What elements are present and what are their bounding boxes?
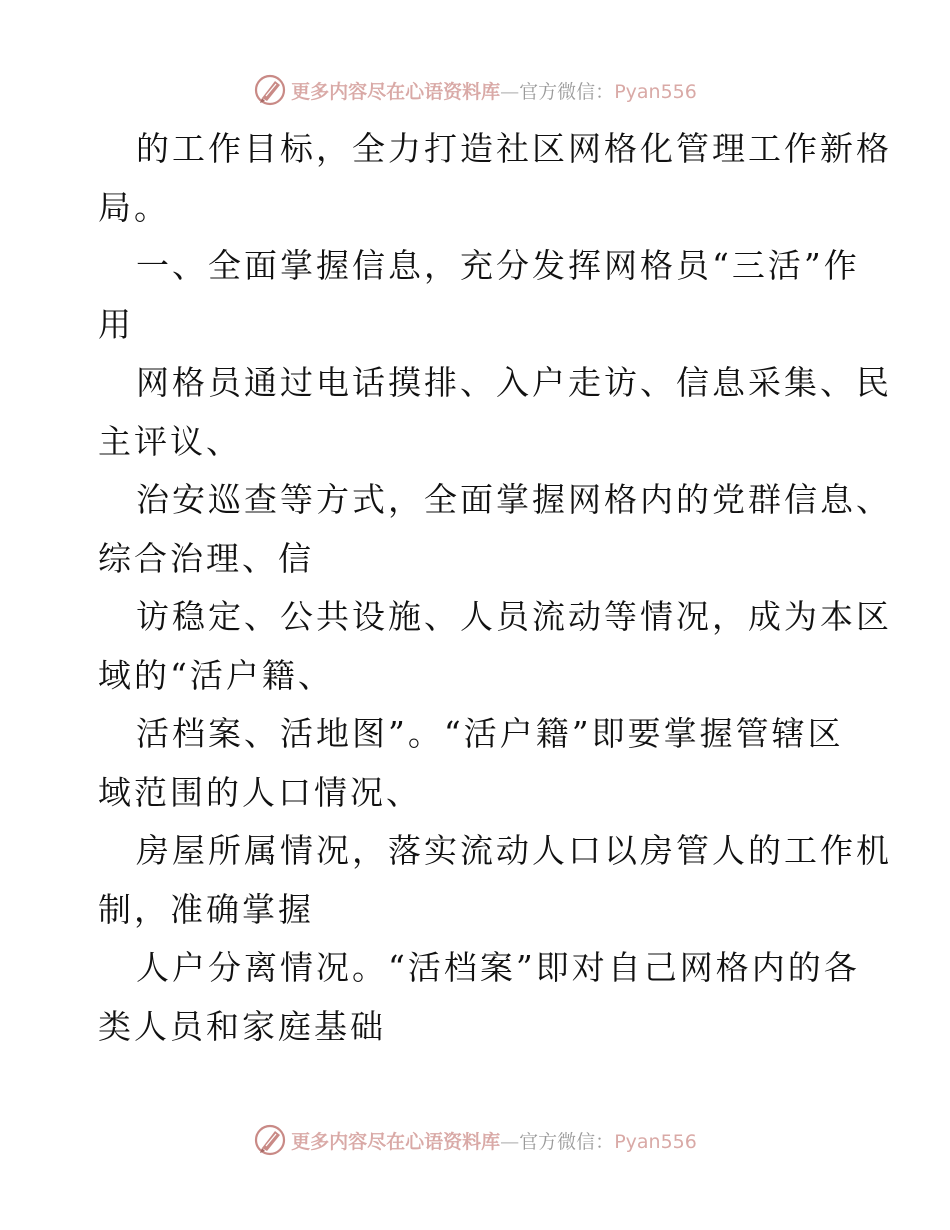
watermark-wechat-id: Pyan556 (614, 1130, 697, 1153)
body-text-line: 一、全面掌握信息，充分发挥网格员“三活”作 (136, 246, 860, 285)
watermark-wechat-label: 官方微信： (519, 1130, 615, 1153)
watermark-separator: — (500, 80, 520, 103)
body-text-line: 治安巡查等方式，全面掌握网格内的党群信息、 (136, 480, 892, 519)
body-text-line: 用 (98, 304, 134, 344)
footer-watermark (0, 1120, 950, 1160)
body-text-line: 主评议、 (98, 421, 242, 461)
watermark-text (291, 77, 697, 104)
body-text-line: 类人员和家庭基础 (98, 1006, 386, 1046)
body-text-line: 网格员通过电话摸排、入户走访、信息采集、民 (136, 363, 892, 402)
body-text-line: 局。 (98, 187, 170, 227)
header-watermark (0, 70, 950, 110)
body-text-line: 活档案、活地图”。“活户籍”即要掌握管辖区 (136, 714, 844, 753)
body-text-line: 制，准确掌握 (98, 889, 314, 929)
watermark-wechat-label: 官方微信： (519, 80, 615, 103)
watermark-text (291, 1127, 697, 1154)
watermark-brand: 更多内容尽在心语资料库 (291, 1130, 501, 1153)
pen-nib-logo-icon (253, 73, 287, 107)
body-text-line: 域的“活户籍、 (98, 655, 334, 695)
watermark-brand: 更多内容尽在心语资料库 (291, 80, 501, 103)
watermark-separator: — (500, 1130, 520, 1153)
body-text-line: 域范围的人口情况、 (98, 772, 422, 812)
body-text-line: 房屋所属情况，落实流动人口以房管人的工作机 (136, 831, 892, 870)
body-text-line: 综合治理、信 (98, 538, 314, 578)
body-text-line: 的工作目标，全力打造社区网格化管理工作新格 (136, 129, 892, 168)
body-text-line: 访稳定、公共设施、人员流动等情况，成为本区 (136, 597, 892, 636)
body-text-line: 人户分离情况。“活档案”即对自己网格内的各 (136, 948, 860, 987)
pen-nib-logo-icon (253, 1123, 287, 1157)
watermark-wechat-id: Pyan556 (614, 80, 697, 103)
document-body (98, 120, 892, 1056)
